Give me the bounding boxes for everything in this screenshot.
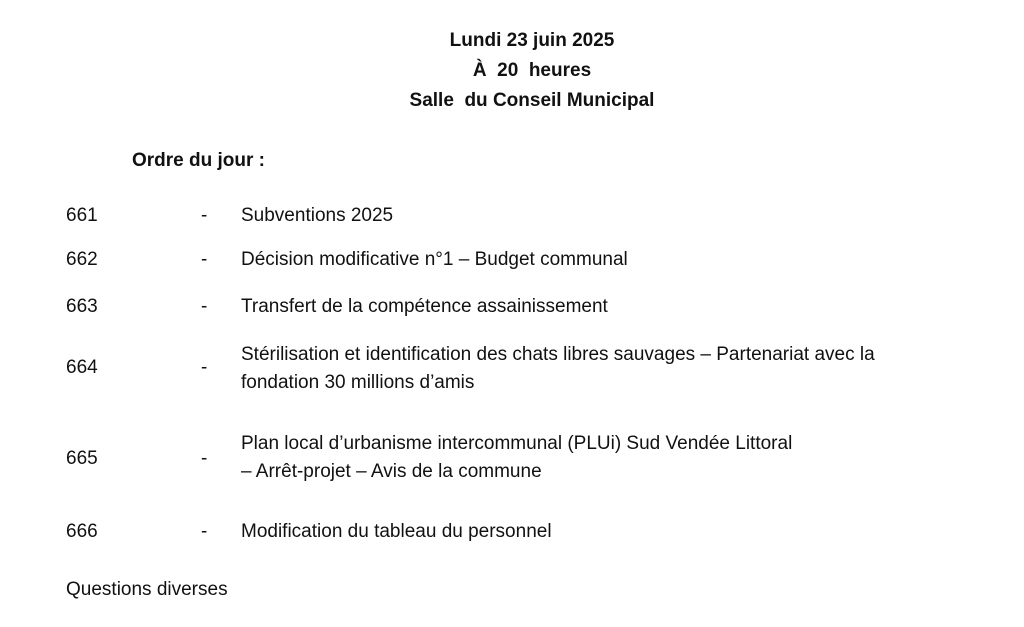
agenda-item-number: 661 (66, 205, 98, 226)
agenda-item-text (241, 202, 981, 230)
agenda-item-number: 665 (66, 448, 98, 469)
agenda-item-line: Décision modificative n°1 – Budget communal (241, 249, 628, 270)
agenda-item-text (241, 430, 981, 486)
agenda-item-line: – Arrêt-projet – Avis de la commune (241, 461, 542, 482)
meeting-time: À 20 heures (472, 60, 592, 81)
agenda-item-line: Stérilisation et identification des chats libres sauvages – Partenariat avec la (241, 344, 875, 365)
agenda-item-number: 663 (66, 296, 98, 317)
agenda-item-number: 664 (66, 357, 98, 378)
agenda-item-text (241, 518, 981, 546)
agenda-item-line: Modification du tableau du personnel (241, 521, 552, 542)
meeting-date: Lundi 23 juin 2025 (449, 30, 615, 51)
agenda-item-dash: - (201, 249, 208, 270)
agenda-item-line: Plan local d’urbanisme intercommunal (PLUi) Sud Vendée Littoral (241, 433, 793, 454)
misc-questions: Questions diverses (66, 579, 228, 600)
agenda-title: Ordre du jour : (132, 150, 265, 171)
agenda-item-line: fondation 30 millions d’amis (241, 372, 475, 393)
agenda-item-dash: - (201, 296, 208, 317)
agenda-item-text (241, 341, 981, 397)
agenda-item-number: 666 (66, 521, 98, 542)
meeting-location: Salle du Conseil Municipal (409, 90, 655, 111)
agenda-item-number: 662 (66, 249, 98, 270)
agenda-item-line: Subventions 2025 (241, 205, 394, 226)
agenda-item-dash: - (201, 448, 208, 469)
agenda-item-text (241, 293, 981, 321)
agenda-item-dash: - (201, 357, 208, 378)
agenda-item-dash: - (201, 521, 208, 542)
agenda-item-text (241, 246, 981, 274)
agenda-item-dash: - (201, 205, 208, 226)
agenda-item-line: Transfert de la compétence assainissement (241, 296, 608, 317)
